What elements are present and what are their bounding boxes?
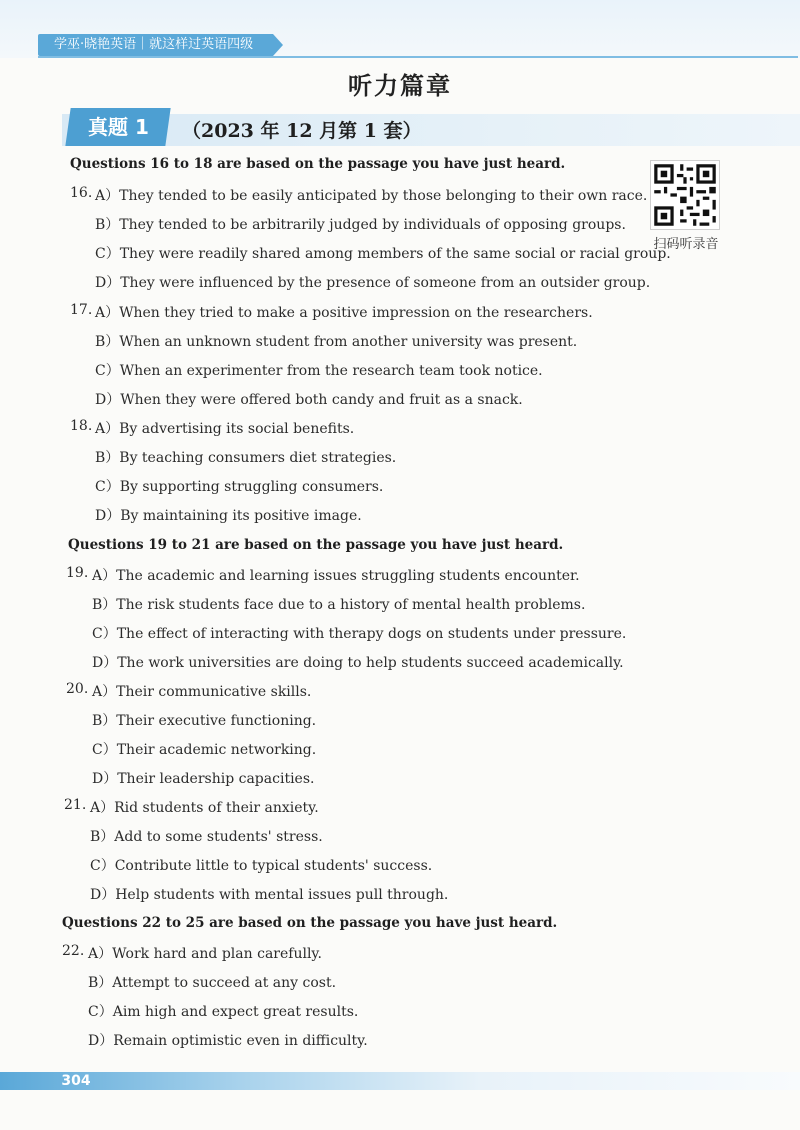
option-a[interactable]: A）They tended to be easily anticipated by those belonging to their own race. <box>95 188 648 204</box>
option-a[interactable]: A）Their communicative skills. <box>92 684 312 700</box>
option-b[interactable]: B）When an unknown student from another university was present. <box>95 334 578 350</box>
option-d[interactable]: D）Remain optimistic even in difficulty. <box>88 1033 368 1049</box>
option-d[interactable]: D）Their leadership capacities. <box>92 771 315 787</box>
option-d[interactable]: D）They were influenced by the presence of someone from an outsider group. <box>95 275 651 291</box>
option-b[interactable]: B）By teaching consumers diet strategies. <box>95 450 397 466</box>
group-instruction: Questions 19 to 21 are based on the passage you have just heard. <box>68 537 564 553</box>
option-c[interactable]: C）The effect of interacting with therapy dogs on students under pressure. <box>92 626 627 642</box>
option-d[interactable]: D）Help students with mental issues pull through. <box>90 887 449 903</box>
question-number: 19. <box>66 565 89 581</box>
section-tag-label: 真题 1 <box>87 115 149 139</box>
question-number: 16. <box>70 185 93 201</box>
group-instruction: Questions 22 to 25 are based on the passage you have just heard. <box>62 915 558 931</box>
option-a[interactable]: A）When they tried to make a positive impression on the researchers. <box>95 305 593 321</box>
qr-label: 扫码听录音 <box>653 237 719 252</box>
page-title: 听力篇章 <box>348 72 452 100</box>
option-b[interactable]: B）They tended to be arbitrarily judged by individuals of opposing groups. <box>95 217 626 233</box>
option-d[interactable]: D）By maintaining its positive image. <box>95 508 362 524</box>
option-c[interactable]: C）By supporting struggling consumers. <box>95 479 384 495</box>
option-c[interactable]: C）Their academic networking. <box>92 742 317 758</box>
question-number: 18. <box>70 418 93 434</box>
header-tab: 学巫·晓艳英语｜就这样过英语四级 <box>38 34 273 56</box>
page-number: 304 <box>61 1073 91 1089</box>
option-b[interactable]: B）Add to some students' stress. <box>90 829 323 845</box>
option-a[interactable]: A）By advertising its social benefits. <box>95 421 355 437</box>
section-subtitle: （2023 年 12 月第 1 套） <box>182 120 422 142</box>
option-a[interactable]: A）Rid students of their anxiety. <box>90 800 319 816</box>
option-b[interactable]: B）Attempt to succeed at any cost. <box>88 975 337 991</box>
question-number: 20. <box>66 681 89 697</box>
group-instruction: Questions 16 to 18 are based on the passage you have just heard. <box>70 156 566 172</box>
option-a[interactable]: A）The academic and learning issues struggling students encounter. <box>92 568 580 584</box>
option-c[interactable]: C）Aim high and expect great results. <box>88 1004 359 1020</box>
question-number: 17. <box>70 302 93 318</box>
option-c[interactable]: C）When an experimenter from the research team took notice. <box>95 363 543 379</box>
option-c[interactable]: C）Contribute little to typical students' success. <box>90 858 433 874</box>
option-a[interactable]: A）Work hard and plan carefully. <box>88 946 322 962</box>
option-b[interactable]: B）Their executive functioning. <box>92 713 317 729</box>
option-b[interactable]: B）The risk students face due to a history of mental health problems. <box>92 597 586 613</box>
option-d[interactable]: D）When they were offered both candy and fruit as a snack. <box>95 392 523 408</box>
question-number: 22. <box>62 943 85 959</box>
footer-bar <box>0 1072 800 1090</box>
option-c[interactable]: C）They were readily shared among members of the same social or racial group. <box>95 246 671 262</box>
option-d[interactable]: D）The work universities are doing to help students succeed academically. <box>92 655 624 671</box>
question-number: 21. <box>64 797 87 813</box>
